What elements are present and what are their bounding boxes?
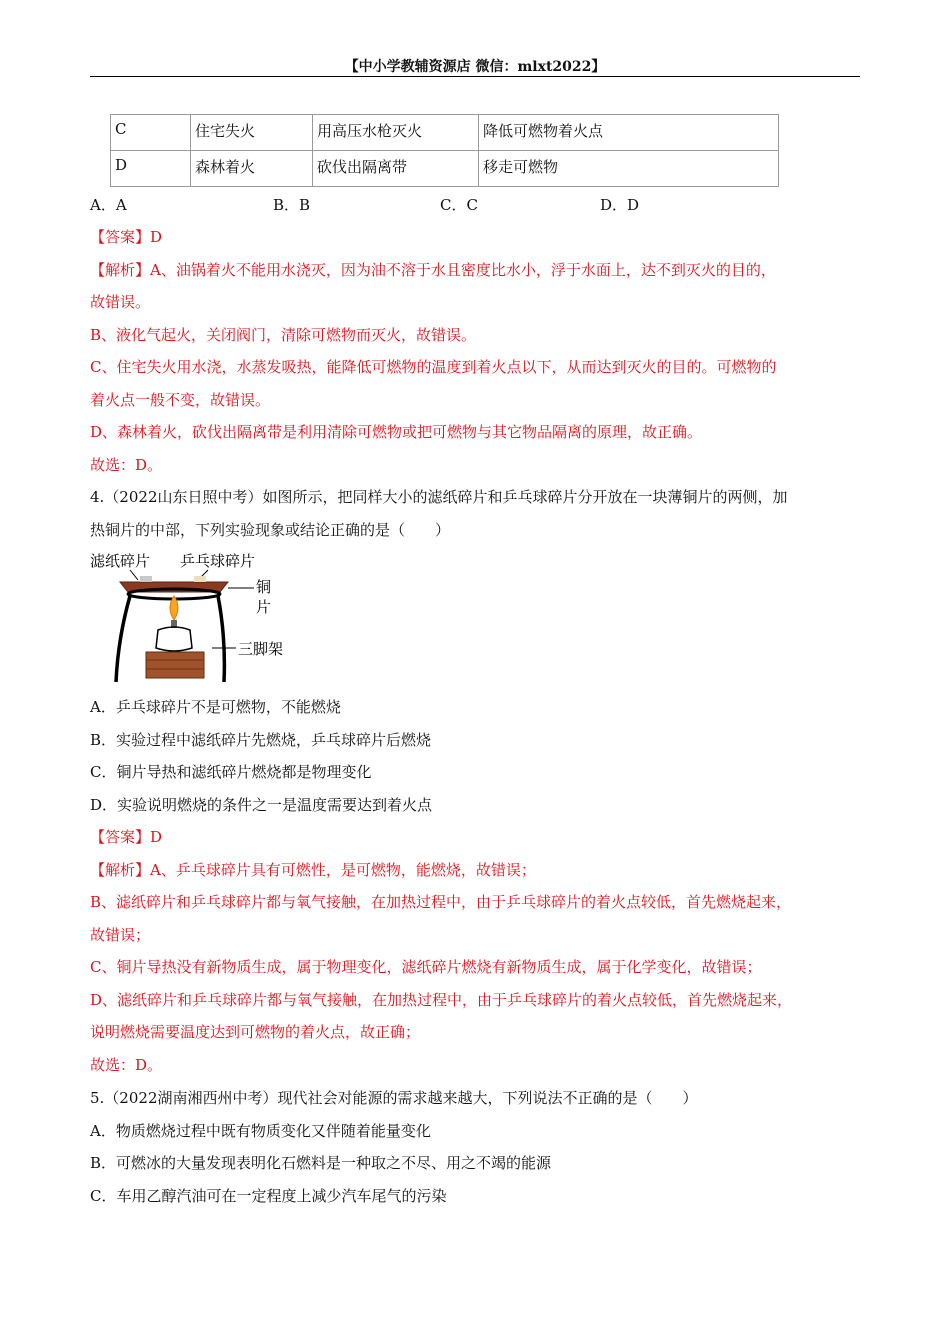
q5-option-a: A．物质燃烧过程中既有物质变化又伴随着能量变化 [90,1122,431,1140]
table-row [111,151,779,187]
alcohol-lamp [156,627,192,651]
q4-analysis-line: 故错误； [90,926,151,944]
label-filter-paper: 滤纸碎片 [90,553,151,570]
options-table [110,114,779,187]
table-cell: 降低可燃物着火点 [479,115,779,151]
pointer-line [130,570,138,580]
q4-option-d: D．实验说明燃烧的条件之一是温度需要达到着火点 [90,796,433,814]
q3-choice-a: A．A [90,196,127,214]
q3-answer: 【答案】D [90,228,163,246]
q5-option-c: C．车用乙醇汽油可在一定程度上减少汽车尾气的污染 [90,1187,447,1205]
q3-choice-b: B．B [273,196,311,214]
label-copper-1: 铜 [256,579,272,596]
table-row [111,115,779,151]
q4-option-c: C．铜片导热和滤纸碎片燃烧都是物理变化 [90,763,372,781]
table-cell: 移走可燃物 [479,151,779,187]
table-cell: 住宅失火 [191,115,313,151]
q5-option-b: B．可燃冰的大量发现表明化石燃料是一种取之不尽、用之不竭的能源 [90,1154,552,1172]
q3-analysis-line: 故错误。 [90,293,151,311]
q3-choice-c: C．C [440,196,478,214]
q3-analysis-line: 【解析】A、油锅着火不能用水浇灭，因为油不溶于水且密度比水小，浮于水面上，达不到灭火的目的， [90,261,776,279]
q4-option-b: B．实验过程中滤纸碎片先燃烧，乒乓球碎片后燃烧 [90,731,432,749]
label-copper-2: 片 [256,599,272,616]
table-cell: C [111,115,191,151]
q3-choice-d: D．D [600,196,640,214]
table-cell: D [111,151,191,187]
q3-analysis-line: C、住宅失火用水浇，水蒸发吸热，能降低可燃物的温度到着火点以下，从而达到灭火的目的。可燃物的 [90,358,777,376]
header-rule [90,76,860,77]
filter-paper-piece [140,576,152,582]
q4-answer: 【答案】D [90,828,163,846]
label-tripod: 三脚架 [238,641,284,658]
q4-analysis-line: B、滤纸碎片和乒乓球碎片都与氧气接触，在加热过程中，由于乒乓球碎片的着火点较低，首先燃烧起来， [90,893,792,911]
q4-analysis-line: 说明燃烧需要温度达到可燃物的着火点，故正确； [90,1023,421,1041]
q4-analysis-line: C、铜片导热没有新物质生成，属于物理变化，滤纸碎片燃烧有新物质生成，属于化学变化，故错误； [90,958,762,976]
q3-choices [90,194,860,214]
page-header: 【中小学教辅资源店 微信：mlxt2022】 [344,59,606,75]
tripod-leg [116,596,130,682]
q4-analysis-line: D、滤纸碎片和乒乓球碎片都与氧气接触，在加热过程中，由于乒乓球碎片的着火点较低，首先燃烧起来， [90,991,793,1009]
q4-analysis-line: 故选：D。 [90,1056,163,1074]
copper-experiment-figure [88,548,298,688]
q4-stem-line: 4.（2022山东日照中考）如图所示，把同样大小的滤纸碎片和乒乓球碎片分开放在一块薄铜片的两侧，加 [90,488,788,506]
table-cell: 用高压水枪灭火 [313,115,479,151]
q5-stem: 5.（2022湖南湘西州中考）现代社会对能源的需求越来越大，下列说法不正确的是（ ） [90,1089,698,1107]
q3-analysis-line: 故选：D。 [90,456,163,474]
wooden-block [146,652,204,678]
q4-option-a: A．乒乓球碎片不是可燃物，不能燃烧 [90,698,341,716]
q3-analysis-line: 着火点一般不变，故错误。 [90,391,271,409]
q4-stem-line: 热铜片的中部，下列实验现象或结论正确的是（ ） [90,521,451,539]
table-cell: 砍伐出隔离带 [313,151,479,187]
q4-analysis-line: 【解析】A、乒乓球碎片具有可燃性，是可燃物，能燃烧，故错误； [90,861,536,879]
table-cell: 森林着火 [191,151,313,187]
tripod-leg [218,596,224,682]
q3-analysis-line: D、森林着火，砍伐出隔离带是利用清除可燃物或把可燃物与其它物品隔离的原理，故正确。 [90,423,703,441]
pingpong-piece [194,576,206,582]
label-pingpong: 乒乓球碎片 [180,553,256,570]
q3-analysis-line: B、液化气起火，关闭阀门，清除可燃物而灭火，故错误。 [90,326,477,344]
